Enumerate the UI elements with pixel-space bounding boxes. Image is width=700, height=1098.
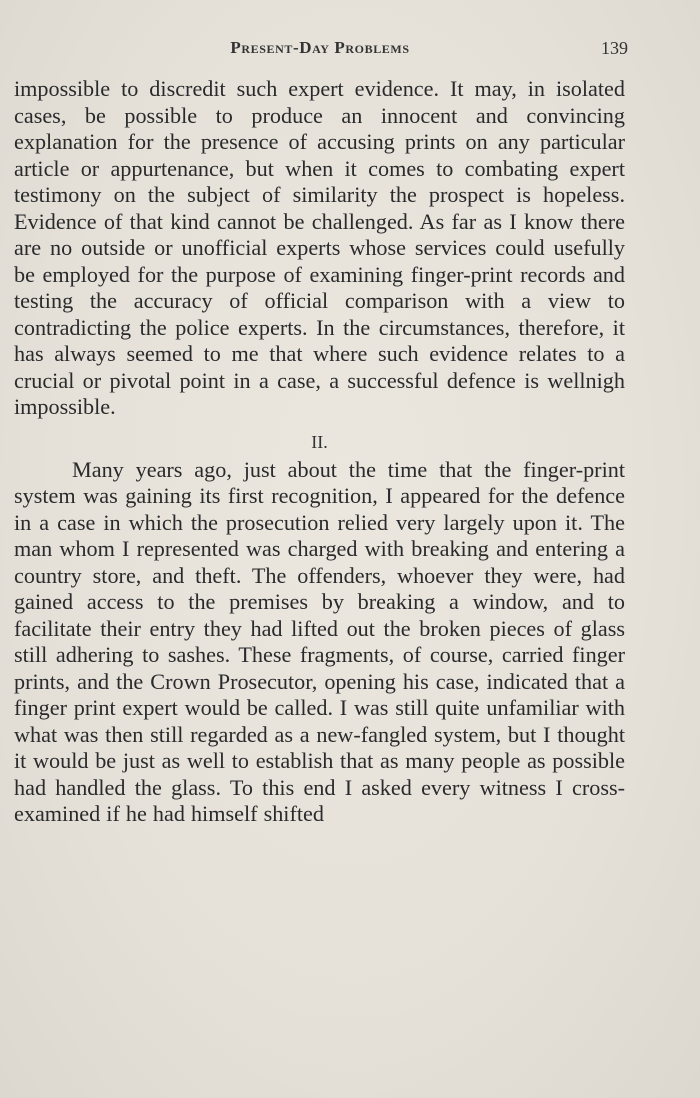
paragraph: impossible to discredit such expert evidence. It may, in isolated cases, be possible to produce an innocent and convincing explanation for the presence of accusing prints on any particular article or appurtenance, but when it comes to combating expert testimony on the subject of similarity the prospect is hopeless. Evidence of that kind cannot be challenged. As far as I know there are no outside or unofficial experts whose services could usefully be employed for the purpose of examining finger-print records and testing the accuracy of official comparison with a view to contradicting the police experts. In the circumstances, therefore, it has always seemed to me that where such evidence relates to a crucial or pivotal point in a case, a successful defence is wellnigh impossible. [14,76,625,419]
paragraph: Many years ago, just about the time that the finger-print system was gaining its first recognition, I appeared for the defence in a case in which the prosecution relied very largely upon it. The man whom I represented was charged with breaking and entering a country store, and theft. The offenders, whoever they were, had gained access to the premises by breaking a window, and to facilitate their entry they had lifted out the broken pieces of glass still adhering to sashes. These fragments, of course, carried finger prints, and the Crown Prosecutor, opening his case, indicated that a finger print expert would be called. I was still quite unfamiliar with what was then still regarded as a new-fangled system, but I thought it would be just as well to establish that as many people as possible had handled the glass. To this end I asked every witness I cross-examined if he had himself shifted [14,456,625,826]
running-head-title: Present-Day Problems [230,38,410,57]
page-number: 139 [601,38,628,58]
running-head [12,38,628,64]
section-number: II. [311,431,328,452]
body-text [14,76,625,828]
